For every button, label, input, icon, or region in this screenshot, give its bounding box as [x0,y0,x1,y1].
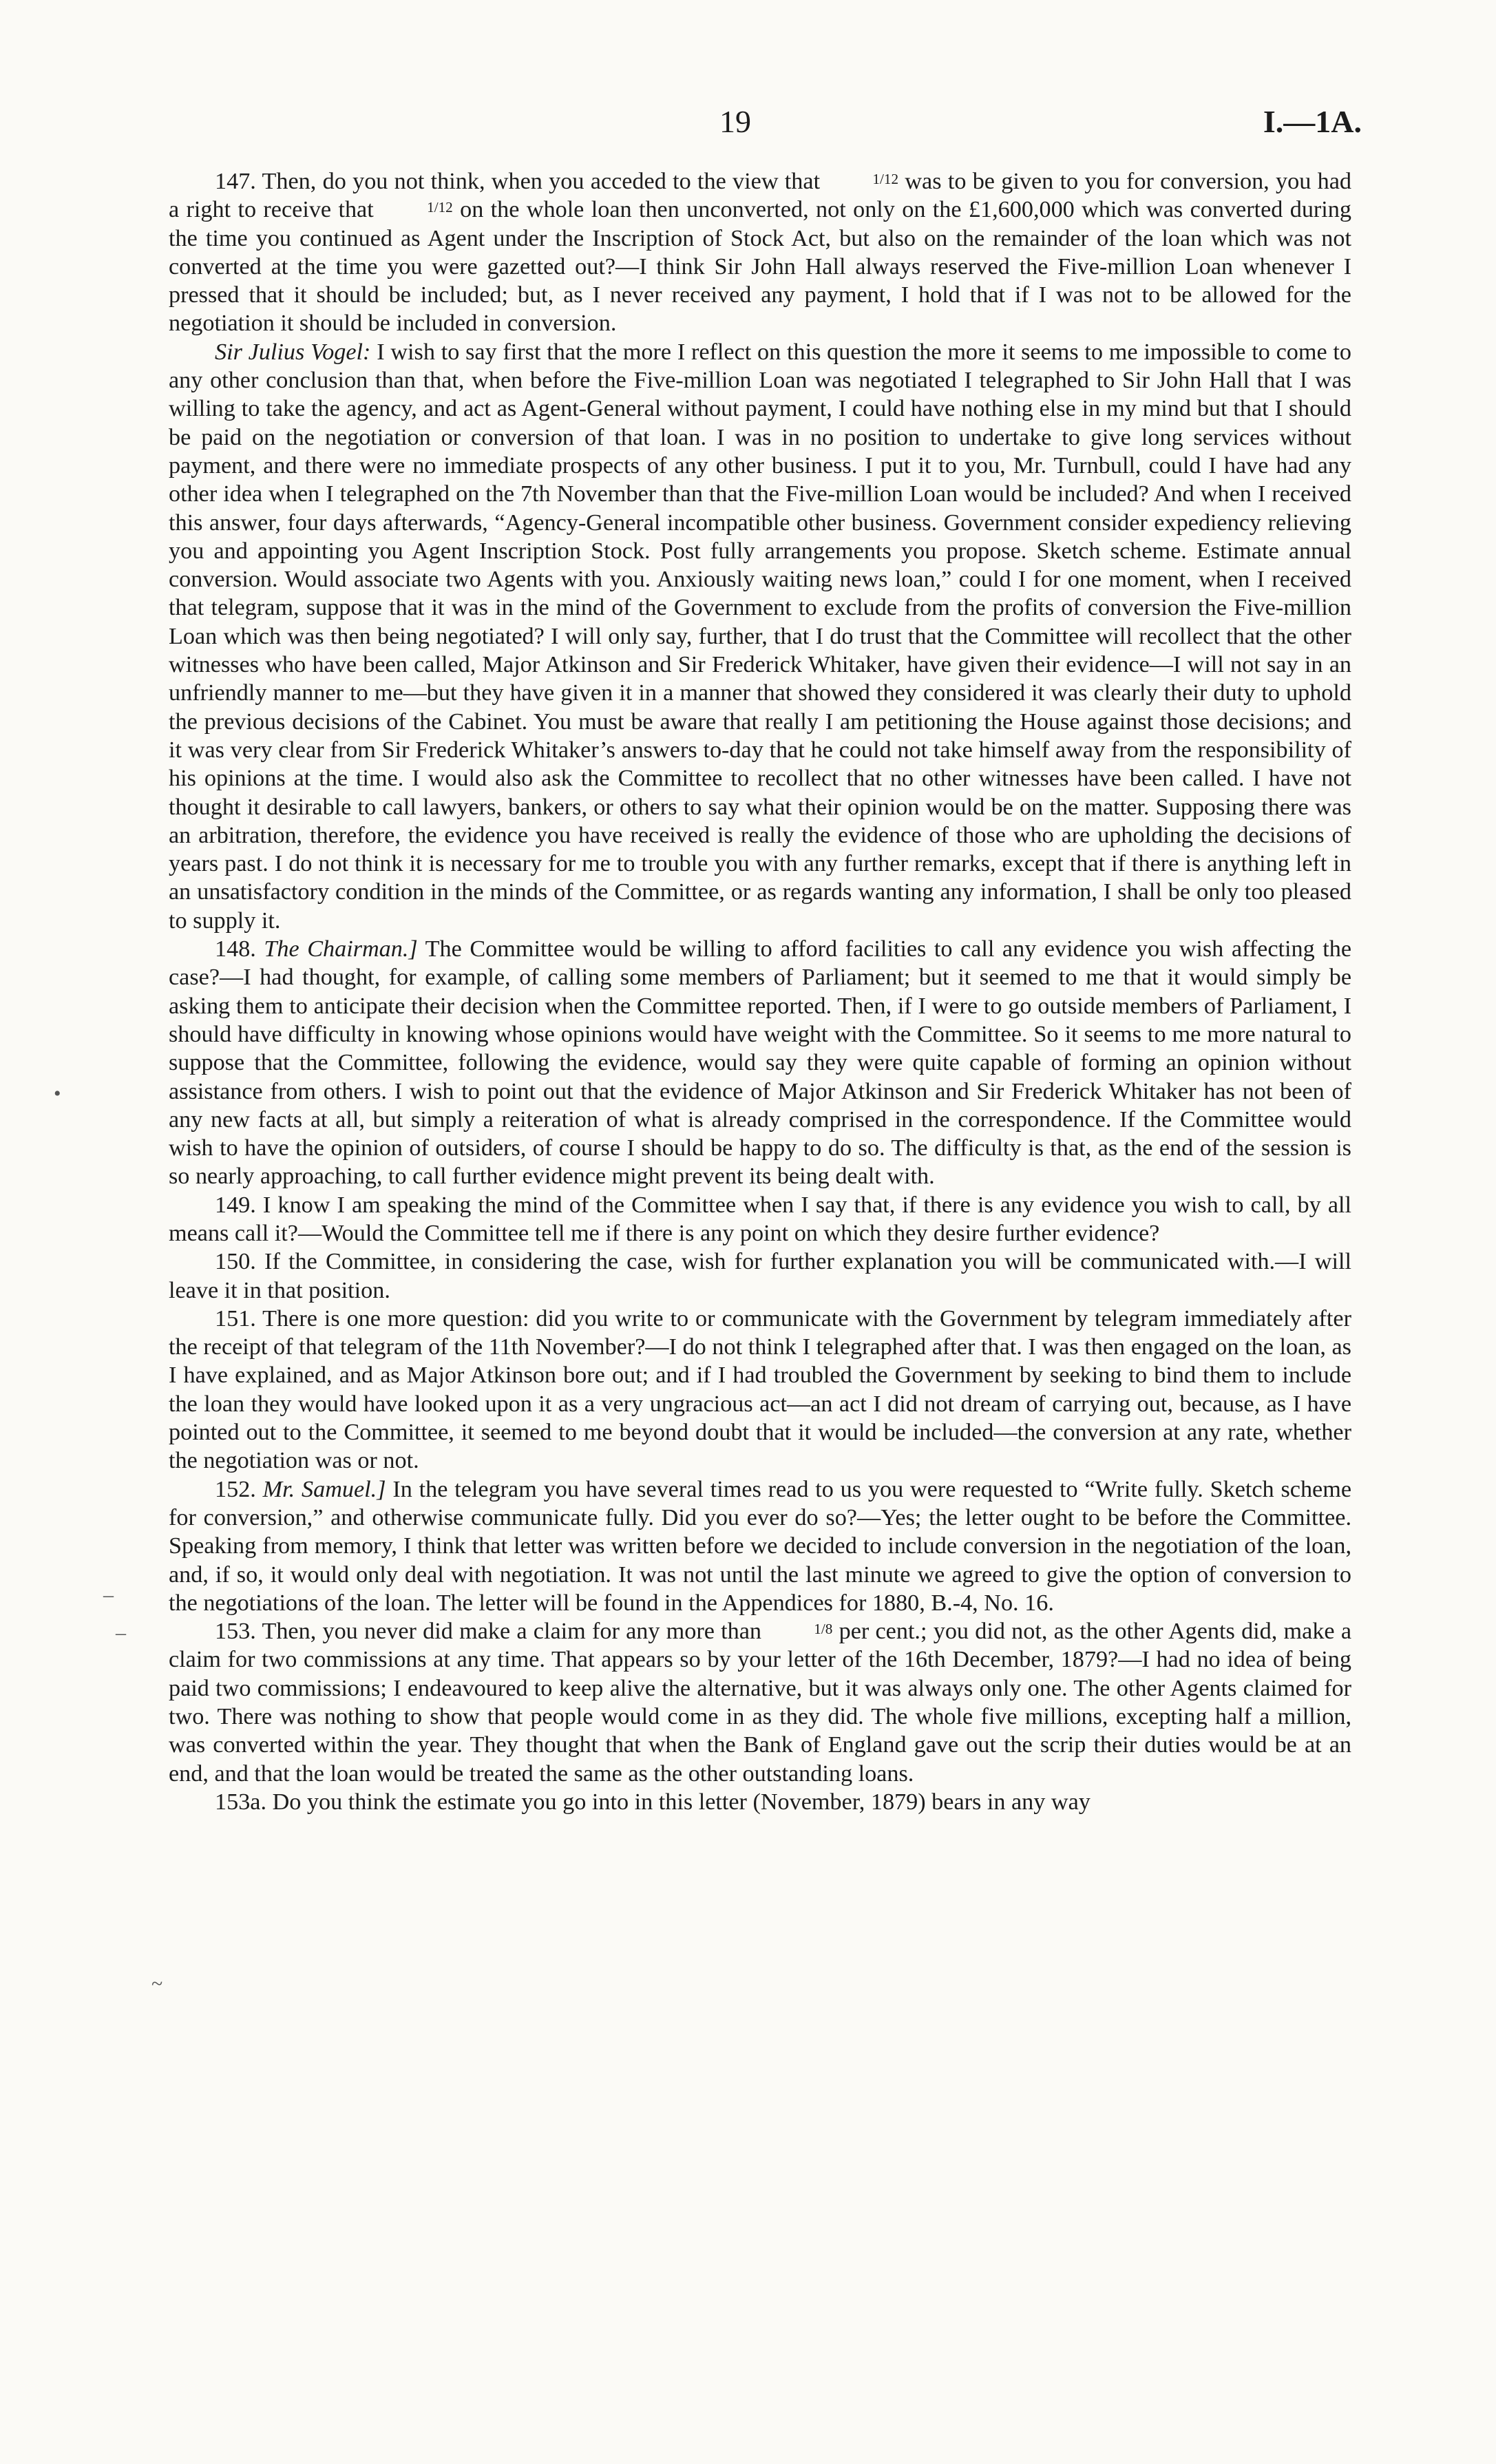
speaker-name: Mr. Samuel.] [262,1476,386,1502]
question-number: 149. [215,1192,256,1218]
fraction: 1/8 [814,1620,833,1637]
paragraph-152 [169,1475,1351,1617]
speaker-name: The Chairman.] [264,936,418,962]
paragraph-text: I know I am speaking the mind of the Committee when I say that, if there is any evidence you wish to call, by all means call it?—Would the Committee tell me if there is any point on which they desire further evidence? [169,1192,1351,1246]
speaker-name: Sir Julius Vogel: [215,339,371,365]
paragraph-151 [169,1305,1351,1475]
paragraph-150 [169,1247,1351,1305]
margin-dash: ~ [151,1972,163,1995]
fraction: 1/12 [427,198,453,215]
paragraph-text: I wish to say first that the more I reflect on this question the more it seems to me impossible to come to any other conclusion than that, when before the Five-million Loan was negotiated I telegraphed to Sir John Hall that I was willing to take the agency, and act as Agent-General without payment, I could have nothing else in my mind but that I should be paid on the negotiation or conversion of that loan. I was in no position to undertake to give long services without payment, and there were no immediate prospects of any other business. I put it to you, Mr. Turnbull, could I have had any other idea when I telegraphed on the 7th November than that the Five-million Loan would be included? And when I received this answer, four days afterwards, “Agency-General incompatible other business. Government consider expediency relieving you and appointing you Agent Inscription Stock. Post fully arrangements you propose. Sketch scheme. Estimate annual conversion. Would associate two Agents with you. Anxiously waiting news loan,” could I for one moment, when I received that telegram, suppose that it was in the mind of the Government to exclude from the profits of conversion the Five-million Loan which was then being negotiated? I will only say, further, that I do trust that the Committee will recollect that the other witnesses who have been called, Major Atkinson and Sir Frederick Whitaker, have given their evidence—I will not say in an unfriendly manner to me—but they have given it in a manner that showed they considered it was clearly their duty to uphold the previous decisions of the Cabinet. You must be aware that really I am petitioning the House against those decisions; and it was very clear from Sir Frederick Whitaker’s answers to-day that he could not take himself away from the responsibility of his opinions at the time. I would also ask the Committee to recollect that no other witnesses have been called. I have not thought it desirable to call lawyers, bankers, or others to say what their opinion would be on the matter. Supposing there was an arbitration, therefore, the evidence you have received is really the evidence of those who are upholding the decisions of years past. I do not think it is necessary for me to trouble you with any further remarks, except that if there is anything left in an unsatisfactory condition in the minds of the Committee, or as regards wanting any information, I shall be only too pleased to supply it. [169,339,1351,934]
paragraph-text: The Committee would be willing to afford facilities to call any evidence you wish affecting the case?—I had thought, for example, of calling some members of Parliament; but it seemed to me that it would simply be asking them to anticipate their decision when the Committee reported. Then, if I were to go outside members of Parliament, I should have difficulty in knowing whose opinions would have weight with the Committee. So it seems to me more natural to suppose that the Committee, following the evidence, would say they were quite capable of forming an opinion without assistance from others. I wish to point out that the evidence of Major Atkinson and Sir Frederick Whitaker has not been of any new facts at all, but simply a reiteration of what is already comprised in the correspondence. If the Committee would wish to have the opinion of outsiders, of course I should be happy to do so. The difficulty is that, as the end of the session is so nearly approaching, to call further evidence might prevent its being dealt with. [169,936,1351,1190]
paragraph-text: Do you think the estimate you go into in this letter (November, 1879) bears in any way [266,1789,1091,1815]
margin-dash: – [116,1621,126,1644]
question-number: 147. [215,169,256,194]
question-number: 151. [215,1305,256,1331]
paragraph-148 [169,935,1351,1191]
margin-dash: – [103,1583,114,1606]
paragraph-vogel-statement [169,338,1351,935]
paragraph-text: was to be given to you for conversion, you had a right to receive that [169,169,1351,223]
margin-dot: • [54,1082,61,1105]
paragraph-text: per cent.; you did not, as the other Agents did, make a claim for two commissions at any time. That appears so by your letter of the 16th December, 1879?—I had no idea of being paid two commissions; I endeavoured to keep alive the alternative, but it was always only one. The other Agents claimed for two. There was nothing to show that people would come in as they did. The whole five millions, excepting half a million, was converted within the year. They thought that when the Bank of England gave out the scrip their duties would be at an end, and that the loan would be treated the same as the other outstanding loans. [169,1619,1351,1787]
fraction: 1/12 [872,170,899,187]
paragraph-149 [169,1191,1351,1248]
paragraph-text: Then, you never did make a claim for any more than [255,1619,768,1645]
evidence-text [169,167,1351,1816]
paragraph-text: Then, do you not think, when you acceded to the view that [262,169,827,194]
paragraph-text: on the whole loan then unconverted, not only on the £1,600,000 which was converted during the time you continued as Agent under the Inscription of Stock Act, but also on the remainder of the loan which was not converted at the time you were gazetted out?—I think Sir John Hall always reserved the Five-million Loan whenever I pressed that it should be included; but, as I never received any payment, I hold that if I was not to be allowed for the negotiation it should be included in conversion. [169,197,1351,337]
paragraph-text: There is one more question: did you write to or communicate with the Government by telegram immediately after the receipt of that telegram of the 11th November?—I do not think I telegraphed after that. I was then engaged on the loan, as I have explained, and as Major Atkinson bore out; and if I had troubled the Government by seeking to bind them to include the loan they would have looked upon it as a very ungracious act—an act I did not dream of carrying out, because, as I have pointed out to the Committee, it seemed to me beyond doubt that it would be included—the conversion at any rate, whether the negotiation was or not. [169,1305,1351,1474]
paragraph-text: In the telegram you have several times read to us you were requested to “Write fully. Sketch scheme for conversion,” and otherwise communicate fully. Did you ever do so?—Yes; the letter ought to be before the Committee. Speaking from memory, I think that letter was written before we decided to include conversion in the negotiation of the loan, and, if so, it would only deal with negotiation. It was not until the last minute we agreed to give the option of conversion to the negotiations of the loan. The letter will be found in the Appendices for 1880, B.-4, No. 16. [169,1476,1351,1616]
paragraph-153 [169,1617,1351,1788]
question-number: 150. [215,1249,256,1275]
question-number: 148. [215,936,256,962]
paragraph-147 [169,167,1351,338]
question-number: 152. [215,1476,256,1502]
page-number: 19 [719,104,751,139]
paragraph-153a [169,1788,1351,1816]
question-number: 153. [215,1619,256,1645]
question-number: 153a. [215,1789,267,1815]
paragraph-text: If the Committee, in considering the case, wish for further explanation you will be communicated with.—I will leave it in that position. [169,1249,1351,1303]
page-header [0,103,1496,151]
document-reference: I.—1A. [1263,104,1362,139]
